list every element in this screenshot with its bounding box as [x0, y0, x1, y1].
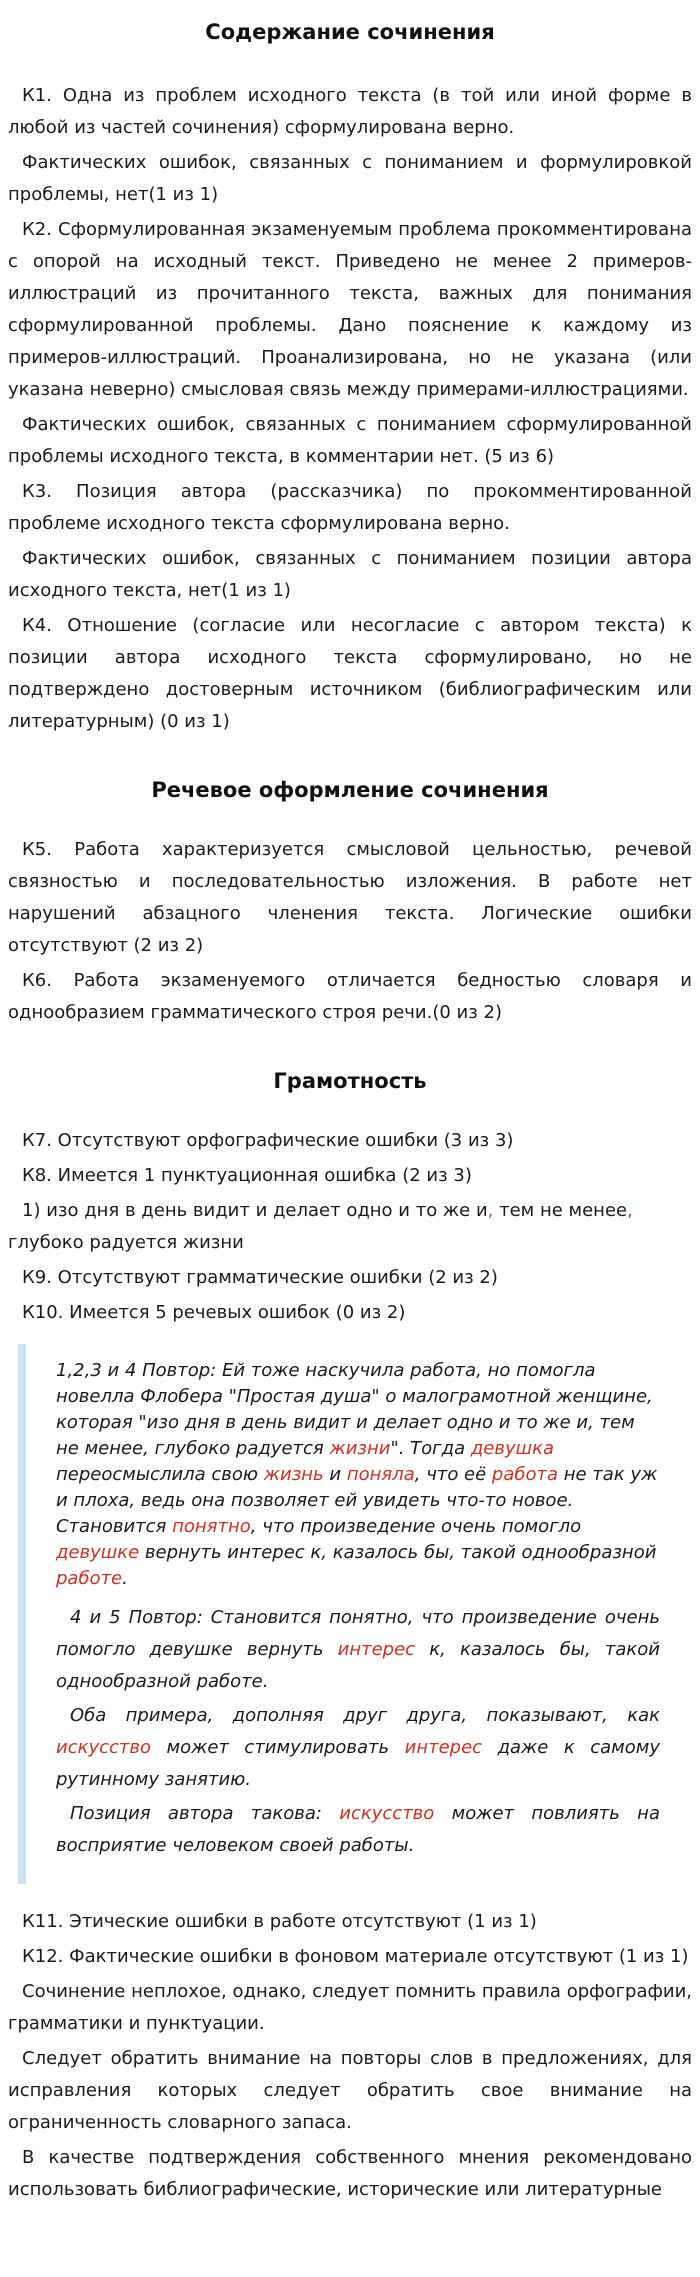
- quote-paragraph-1: 1,2,3 и 4 Повтор: Ей тоже наскучила работа, но помогла новелла Флобера "Простая душа" о малограмотной женщине, которая "изо дня в день видит и делает одно и то же и, тем не менее, глубоко радуется жизни". Тогда девушка переосмыслила свою жизнь и поняла, что её работа не так уж и плоха, ведь она позволяет ей увидеть что-то новое. Становится понятно, что произведение очень помогло девушке вернуть интерес к, казалось бы, такой однообразной работе.: [56, 1360, 658, 1589]
- criterion-k5: К5. Работа характеризуется смысловой цельностью, речевой связностью и последовательностью изложения. В работе нет нарушений абзацного членения текста. Логические ошибки отсутствуют (2 из 2): [8, 839, 692, 956]
- repeat-word: искусство: [339, 1803, 435, 1824]
- repeat-word: жизнь: [263, 1464, 324, 1485]
- section-title-literacy: Грамотность: [273, 1069, 427, 1093]
- section-title-content: Содержание сочинения: [205, 20, 495, 44]
- criterion-k10: К10. Имеется 5 речевых ошибок (0 из 2): [22, 1302, 406, 1323]
- criterion-k8: К8. Имеется 1 пунктуационная ошибка (2 из 3): [22, 1165, 472, 1186]
- repeat-word: искусство: [56, 1737, 152, 1758]
- recommendation-3: В качестве подтверждения собственного мнения рекомендовано использовать библиографические, исторические или литературные: [8, 2147, 692, 2200]
- criterion-k3: К3. Позиция автора (рассказчика) по прокомментированной проблеме исходного текста сформулирована верно.: [8, 481, 692, 534]
- section-title-speech: Речевое оформление сочинения: [151, 778, 549, 802]
- repeat-word: жизни: [329, 1438, 391, 1459]
- criterion-k12: К12. Фактические ошибки в фоновом материале отсутствуют (1 из 1): [22, 1946, 689, 1967]
- recommendation-1: Сочинение неплохое, однако, следует помнить правила орфографии, грамматики и пунктуации.: [8, 1981, 692, 2034]
- repeat-word: девушке: [56, 1542, 140, 1563]
- quote-paragraph-4: Позиция автора такова: искусство может повлиять на восприятие человеком своей работы.: [56, 1803, 660, 1856]
- example-part-2: тем не менее: [493, 1200, 628, 1221]
- repeat-word: работа: [491, 1464, 559, 1485]
- quote-paragraph-2: 4 и 5 Повтор: Становится понятно, что произведение очень помогло девушке вернуть интерес к, казалось бы, такой однообразной работе.: [56, 1607, 660, 1692]
- repeat-word: понятно: [172, 1516, 251, 1537]
- criterion-k1-note: Фактических ошибок, связанных с пониманием и формулировкой проблемы, нет(1 из 1): [8, 152, 692, 205]
- missing-comma-mark: ,: [627, 1200, 633, 1221]
- punctuation-error-example: [8, 1195, 692, 1259]
- repeat-word: работе: [56, 1568, 123, 1589]
- criterion-k9: К9. Отсутствуют грамматические ошибки (2 из 2): [22, 1267, 498, 1288]
- missing-comma-mark: ,: [487, 1200, 494, 1221]
- recommendation-2: Следует обратить внимание на повторы слов в предложениях, для исправления которых следует обратить свое внимание на ограниченность словарного запаса.: [8, 2048, 692, 2133]
- criterion-k3-note: Фактических ошибок, связанных с пониманием позиции автора исходного текста, нет(1 из 1): [8, 548, 692, 601]
- repeat-word: девушка: [470, 1438, 554, 1459]
- repeat-word: интерес: [404, 1737, 483, 1758]
- criterion-k7: К7. Отсутствуют орфографические ошибки (3 из 3): [22, 1130, 514, 1151]
- example-part-3: глубоко радуется жизни: [8, 1232, 244, 1253]
- repeat-word: поняла: [346, 1464, 415, 1485]
- criterion-k6: К6. Работа экзаменуемого отличается бедностью словаря и однообразием грамматического строя речи.(0 из 2): [8, 970, 692, 1023]
- criterion-k2-note: Фактических ошибок, связанных с пониманием сформулированной проблемы исходного текста, в комментарии нет. (5 из 6): [8, 414, 692, 467]
- criterion-k2: К2. Сформулированная экзаменуемым проблема прокомментирована с опорой на исходный текст. Приведено не менее 2 примеров-иллюстраций из прочитанного текста, важных для понимания сформулированной проблемы. Дано пояснение к каждому из примеров-иллюстраций. Проанализирована, но не указана (или указана неверно) смысловая связь между примерами-иллюстрациями.: [8, 219, 692, 400]
- criterion-k11: К11. Этические ошибки в работе отсутствуют (1 из 1): [22, 1911, 537, 1932]
- quote-paragraph-3: Оба примера, дополняя друг друга, показывают, как искусство может стимулировать интерес даже к самому рутинному занятию.: [56, 1705, 660, 1790]
- speech-errors-quote: [18, 1344, 692, 1884]
- criterion-k4: К4. Отношение (согласие или несогласие с автором текста) к позиции автора исходного текста сформулировано, но не подтверждено достоверным источником (библиографическим или литературным) (0 из 1): [8, 615, 692, 732]
- criterion-k1: К1. Одна из проблем исходного текста (в той или иной форме в любой из частей сочинения) сформулирована верно.: [8, 85, 692, 138]
- example-part-1: 1) изо дня в день видит и делает одно и то же и: [22, 1200, 488, 1221]
- repeat-word: интерес: [337, 1639, 416, 1660]
